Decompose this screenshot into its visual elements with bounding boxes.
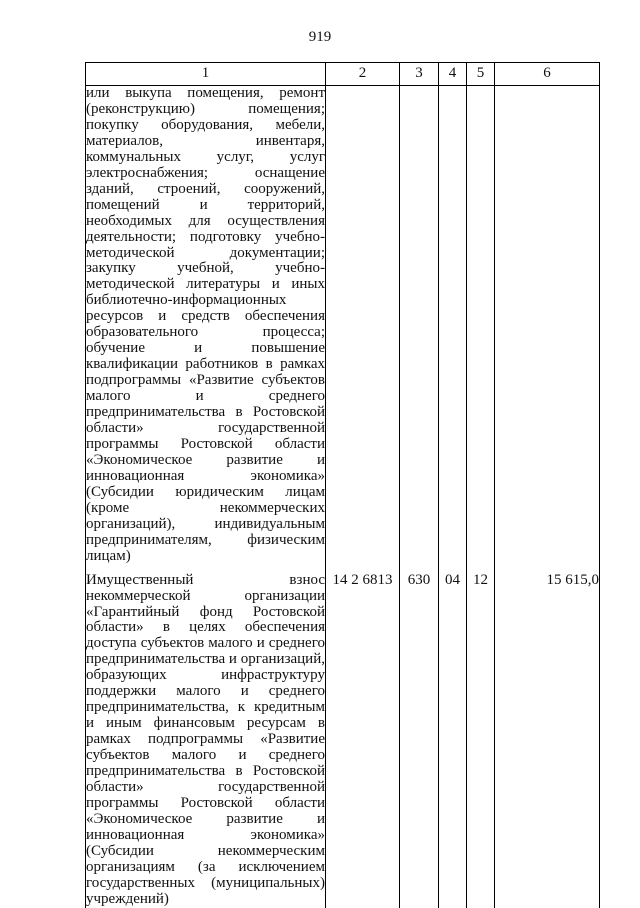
row-description: Имущественный взнос некоммерческой организации «Гарантийный фонд Ростовской области» в целях обеспечения доступа субъектов малого и среднего предпринимательства и организаций, образующих инфраструктуру поддержки малого и среднего предпринимательства, к кредитным и иным финансовым ресурсам в рамках подпрограммы «Развитие субъектов малого и среднего предпринимательства в Ростовской области» государственной программы Ростовской области «Экономическое развитие и инновационная экономика» (Субсидии некоммерческим организациям (за исключением государственных (муниципальных) учреждений) [86, 571, 325, 907]
column-header: 3 [400, 63, 439, 86]
row-description-cell [86, 565, 326, 908]
column-header: 2 [326, 63, 400, 86]
amount: 15 615,0 [495, 565, 600, 908]
budget-table [85, 62, 600, 908]
expense-type-code: 630 [400, 565, 439, 908]
table-row [86, 565, 600, 908]
amount [495, 86, 600, 565]
subsection-code [467, 86, 495, 565]
column-header: 6 [495, 63, 600, 86]
page-number: 919 [308, 29, 332, 45]
column-header: 5 [467, 63, 495, 86]
row-description: или выкупа помещения, ремонт (реконструкцию) помещения; покупку оборудования, мебели, материалов, инвентаря, коммунальных услуг, услуг электроснабжения; оснащение зданий, строений, сооружений, помещений и территорий, необходимых для осуществления деятельности; подготовку учебно-методической документации; закупку учебной, учебно-методической литературы и иных библиотечно-информационных ресурсов и средств обеспечения образовательного процесса; обучение и повышение квалификации работников в рамках подпрограммы «Развитие субъектов малого и среднего предпринимательства в Ростовской области» государственной программы Ростовской области «Экономическое развитие и инновационная экономика» (Субсидии юридическим лицам (кроме некоммерческих организаций), индивидуальным предпринимателям, физическим лицам) [86, 85, 325, 564]
section-code [439, 86, 467, 565]
table-row [86, 86, 600, 565]
expense-type-code [400, 86, 439, 565]
column-header: 1 [86, 63, 326, 86]
target-article-code: 14 2 6813 [326, 565, 400, 908]
row-description-cell [86, 86, 326, 565]
column-header: 4 [439, 63, 467, 86]
section-code: 04 [439, 565, 467, 908]
table-header-row [86, 63, 600, 86]
target-article-code [326, 86, 400, 565]
subsection-code: 12 [467, 565, 495, 908]
